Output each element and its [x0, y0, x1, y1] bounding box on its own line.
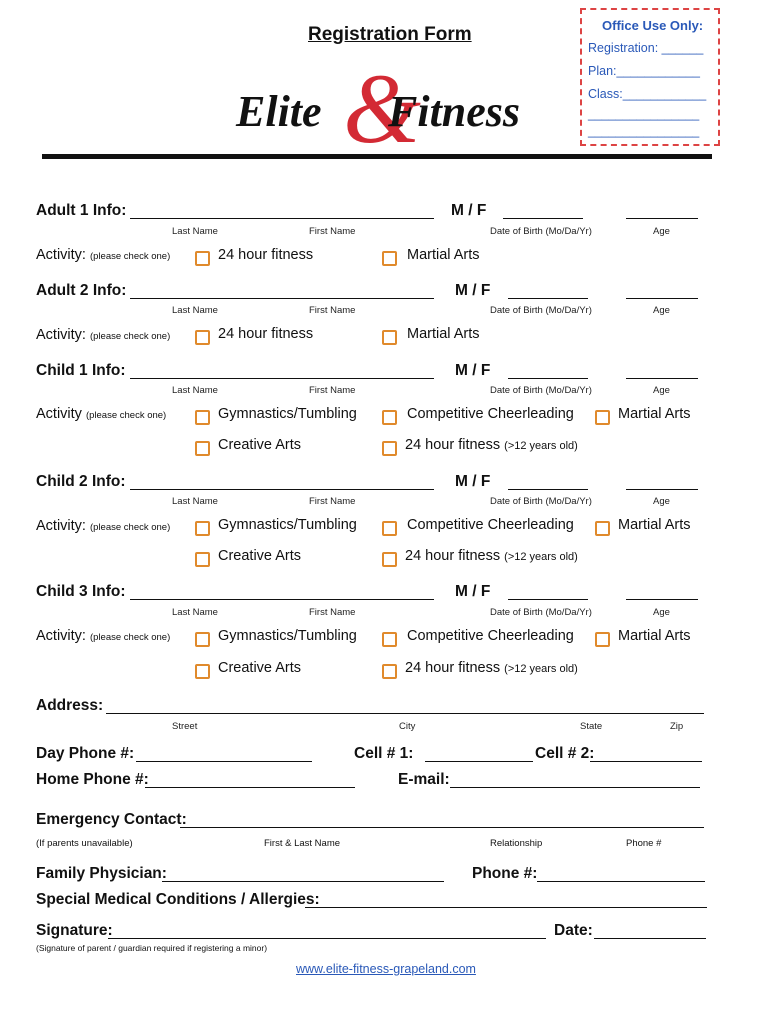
office-line: ________________: [588, 124, 700, 138]
option-label: Competitive Cheerleading: [407, 406, 574, 422]
dob-caption: Date of Birth (Mo/Da/Yr): [490, 385, 592, 396]
medical-label: Special Medical Conditions / Allergies:: [36, 891, 320, 908]
date-label: Date:: [554, 922, 593, 939]
dob-caption: Date of Birth (Mo/Da/Yr): [490, 305, 592, 316]
day-phone-label: Day Phone #:: [36, 745, 135, 762]
first-name-caption: First Name: [309, 607, 356, 618]
first-name-caption: First Name: [309, 226, 356, 237]
child1-martial-checkbox[interactable]: [595, 410, 610, 425]
child3-dob-field[interactable]: [508, 585, 588, 600]
option-label: 24 hour fitness (>12 years old): [405, 437, 578, 453]
child3-cheer-checkbox[interactable]: [382, 632, 397, 647]
child3-activity-label: Activity: (please check one): [36, 628, 171, 644]
adult2-age-field[interactable]: [626, 284, 698, 299]
office-registration: Registration: ______: [588, 41, 704, 55]
option-label: Creative Arts: [218, 548, 301, 564]
cell2-label: Cell # 2:: [535, 745, 595, 762]
option-label: 24 hour fitness: [218, 247, 314, 263]
option-label: Martial Arts: [407, 326, 480, 342]
option-label: Gymnastics/Tumbling: [218, 517, 357, 533]
first-name-caption: First Name: [309, 385, 356, 396]
child3-24hr-checkbox[interactable]: [382, 664, 397, 679]
child2-24hr-checkbox[interactable]: [382, 552, 397, 567]
adult1-name-field[interactable]: [130, 204, 434, 219]
child2-label: Child 2 Info:: [36, 473, 126, 490]
dob-caption: Date of Birth (Mo/Da/Yr): [490, 496, 592, 507]
option-label: Competitive Cheerleading: [407, 517, 574, 533]
age-caption: Age: [653, 226, 670, 237]
physician-field[interactable]: [162, 867, 444, 882]
elite-fitness-logo: [232, 62, 544, 152]
option-label: 24 hour fitness (>12 years old): [405, 660, 578, 676]
child2-creative-checkbox[interactable]: [195, 552, 210, 567]
child3-gymnastics-checkbox[interactable]: [195, 632, 210, 647]
child2-mf[interactable]: M / F: [455, 473, 491, 490]
child1-name-field[interactable]: [130, 364, 434, 379]
phone-caption: Phone #: [626, 838, 662, 849]
city-caption: City: [399, 721, 416, 732]
adult1-martial-checkbox[interactable]: [382, 251, 397, 266]
adult1-24hr-checkbox[interactable]: [195, 251, 210, 266]
child3-creative-checkbox[interactable]: [195, 664, 210, 679]
adult1-age-field[interactable]: [626, 204, 698, 219]
child2-age-field[interactable]: [626, 475, 698, 490]
svg-text:Elite: Elite: [236, 87, 322, 136]
signature-field[interactable]: [108, 924, 546, 939]
signature-label: Signature:: [36, 922, 113, 939]
first-name-caption: First Name: [309, 496, 356, 507]
page-title: Registration Form: [308, 24, 472, 45]
age-caption: Age: [653, 305, 670, 316]
last-name-caption: Last Name: [172, 305, 218, 316]
cell1-field[interactable]: [425, 747, 533, 762]
adult2-name-field[interactable]: [130, 284, 434, 299]
child3-name-field[interactable]: [130, 585, 434, 600]
emergency-field[interactable]: [180, 813, 704, 828]
option-label: Competitive Cheerleading: [407, 628, 574, 644]
adult2-activity-label: Activity: (please check one): [36, 327, 171, 343]
day-phone-field[interactable]: [136, 747, 312, 762]
physician-label: Family Physician:: [36, 865, 167, 882]
dob-caption: Date of Birth (Mo/Da/Yr): [490, 226, 592, 237]
first-name-caption: First Name: [309, 305, 356, 316]
age-caption: Age: [653, 385, 670, 396]
date-field[interactable]: [594, 924, 706, 939]
age-caption: Age: [653, 496, 670, 507]
child1-creative-checkbox[interactable]: [195, 441, 210, 456]
adult1-label: Adult 1 Info:: [36, 202, 127, 219]
child2-name-field[interactable]: [130, 475, 434, 490]
dob-caption: Date of Birth (Mo/Da/Yr): [490, 607, 592, 618]
option-label: Gymnastics/Tumbling: [218, 628, 357, 644]
child2-dob-field[interactable]: [508, 475, 588, 490]
option-label: Martial Arts: [618, 406, 691, 422]
child1-mf[interactable]: M / F: [455, 362, 491, 379]
svg-text:&: &: [343, 62, 421, 152]
email-label: E-mail:: [398, 771, 450, 788]
child3-mf[interactable]: M / F: [455, 583, 491, 600]
address-field[interactable]: [106, 699, 704, 714]
state-caption: State: [580, 721, 603, 732]
last-name-caption: Last Name: [172, 385, 218, 396]
child1-age-field[interactable]: [626, 364, 698, 379]
zip-caption: Zip: [670, 721, 684, 732]
child1-dob-field[interactable]: [508, 364, 588, 379]
svg-text:Fitness: Fitness: [388, 87, 521, 136]
cell2-field[interactable]: [590, 747, 702, 762]
adult2-label: Adult 2 Info:: [36, 282, 127, 299]
if-parents-caption: (If parents unavailable): [36, 838, 133, 849]
option-label: Gymnastics/Tumbling: [218, 406, 357, 422]
office-plan: Plan:____________: [588, 64, 700, 78]
child1-label: Child 1 Info:: [36, 362, 126, 379]
adult1-dob-field[interactable]: [503, 204, 583, 219]
street-caption: Street: [172, 721, 198, 732]
option-label: Martial Arts: [407, 247, 480, 263]
option-label: Martial Arts: [618, 517, 691, 533]
adult2-dob-field[interactable]: [508, 284, 588, 299]
option-label: 24 hour fitness (>12 years old): [405, 548, 578, 564]
option-label: Martial Arts: [618, 628, 691, 644]
signature-note: (Signature of parent / guardian required if registering a minor): [36, 943, 268, 953]
home-phone-label: Home Phone #:: [36, 771, 149, 788]
home-phone-field[interactable]: [145, 773, 355, 788]
physician-phone-label: Phone #:: [472, 865, 538, 882]
option-label: 24 hour fitness: [218, 326, 314, 342]
child3-martial-checkbox[interactable]: [595, 632, 610, 647]
child2-martial-checkbox[interactable]: [595, 521, 610, 536]
adult1-activity-label: Activity: (please check one): [36, 247, 171, 263]
age-caption: Age: [653, 607, 670, 618]
adult2-mf[interactable]: M / F: [455, 282, 491, 299]
child1-24hr-checkbox[interactable]: [382, 441, 397, 456]
last-name-caption: Last Name: [172, 226, 218, 237]
adult2-martial-checkbox[interactable]: [382, 330, 397, 345]
physician-phone-field[interactable]: [537, 867, 705, 882]
header-divider: [42, 154, 712, 159]
child1-gymnastics-checkbox[interactable]: [195, 410, 210, 425]
office-use-title: Office Use Only:: [602, 18, 704, 33]
last-name-caption: Last Name: [172, 607, 218, 618]
option-label: Creative Arts: [218, 437, 301, 453]
email-field[interactable]: [450, 773, 700, 788]
website-link[interactable]: www.elite-fitness-grapeland.com: [296, 962, 476, 976]
child3-age-field[interactable]: [626, 585, 698, 600]
address-label: Address:: [36, 697, 104, 714]
child3-label: Child 3 Info:: [36, 583, 126, 600]
last-name-caption: Last Name: [172, 496, 218, 507]
medical-field[interactable]: [305, 893, 707, 908]
adult2-24hr-checkbox[interactable]: [195, 330, 210, 345]
relationship-caption: Relationship: [490, 838, 543, 849]
office-class: Class:____________: [588, 87, 707, 101]
emergency-label: Emergency Contact:: [36, 811, 187, 828]
child2-cheer-checkbox[interactable]: [382, 521, 397, 536]
adult1-mf[interactable]: M / F: [451, 202, 487, 219]
office-line: ________________: [588, 107, 700, 121]
child2-gymnastics-checkbox[interactable]: [195, 521, 210, 536]
child2-activity-label: Activity: (please check one): [36, 518, 171, 534]
child1-activity-label: Activity (please check one): [36, 406, 167, 422]
cell1-label: Cell # 1:: [354, 745, 414, 762]
child1-cheer-checkbox[interactable]: [382, 410, 397, 425]
first-last-caption: First & Last Name: [264, 838, 341, 849]
option-label: Creative Arts: [218, 660, 301, 676]
